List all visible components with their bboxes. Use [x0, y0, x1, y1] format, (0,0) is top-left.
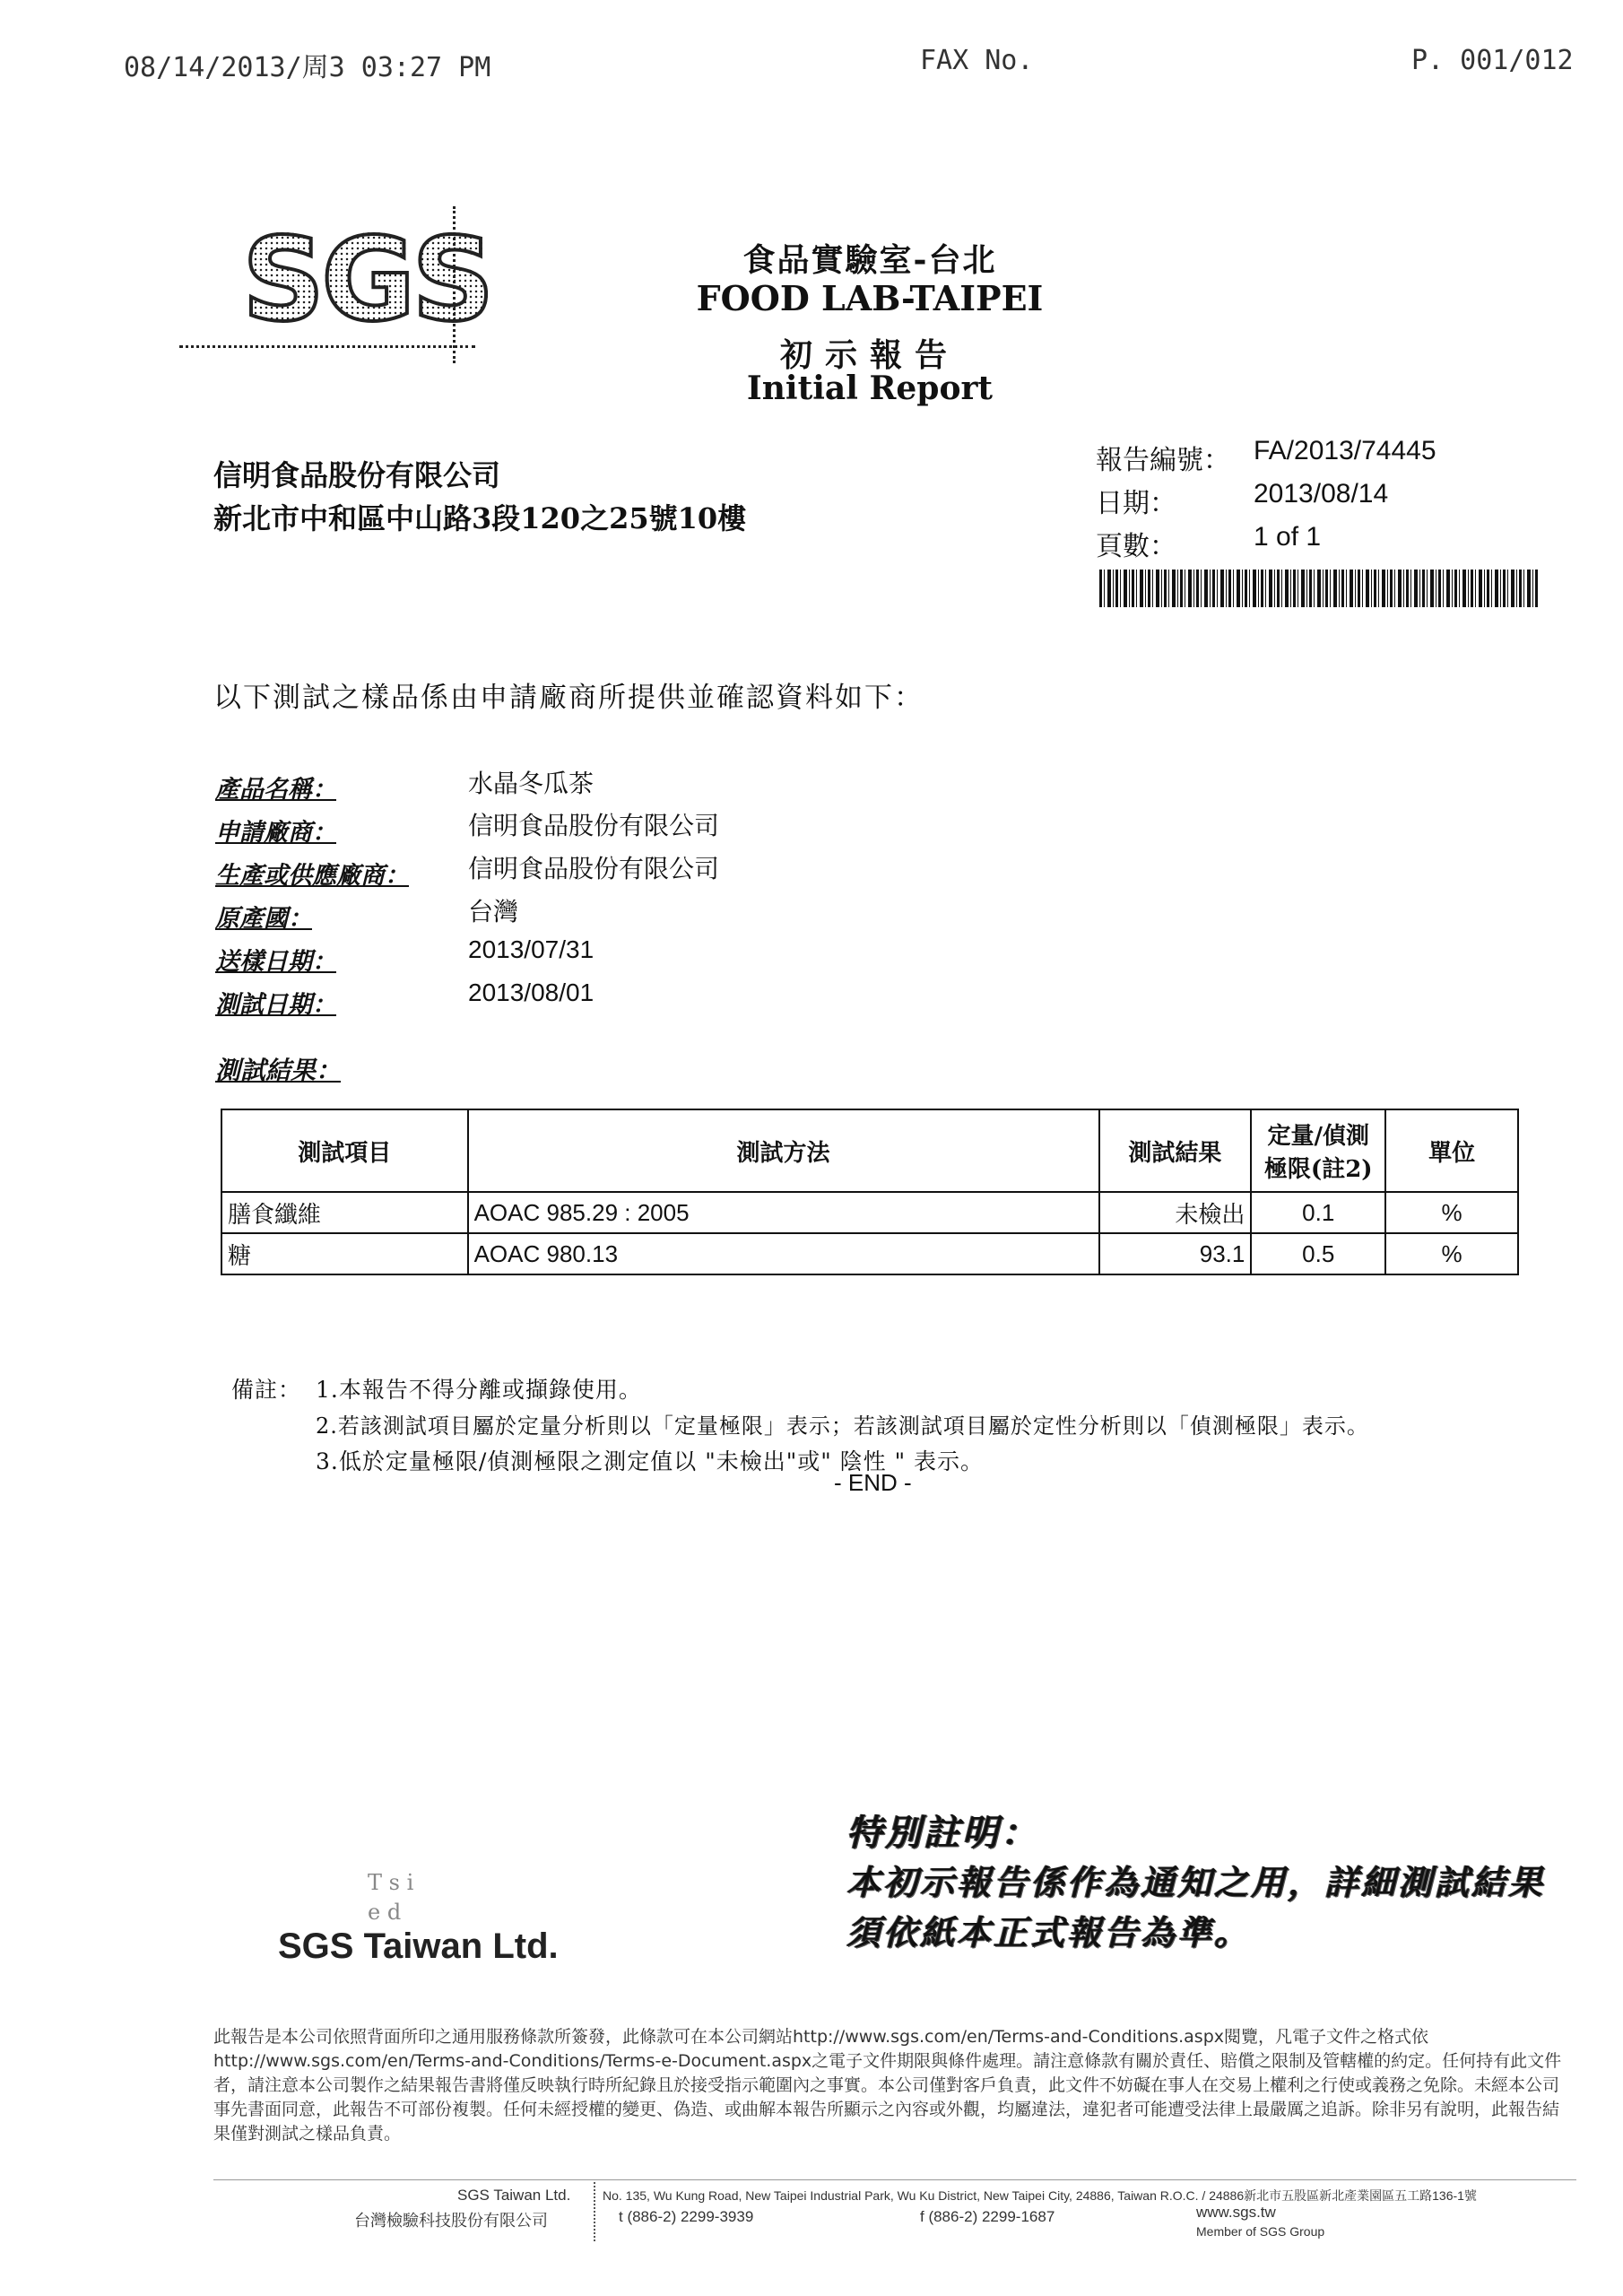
report-pages: 1 of 1	[1254, 522, 1322, 552]
special-statement-heading: 特別註明：	[846, 1812, 1039, 1854]
report-date-label: 日期：	[1096, 488, 1176, 519]
cell-limit: 0.5	[1251, 1233, 1385, 1274]
signatory-company: SGS Taiwan Ltd.	[278, 1926, 559, 1966]
header-limit: 定量/偵測極限(註2)	[1251, 1109, 1385, 1192]
field-label-origin: 原產國：	[215, 905, 312, 933]
footer-web: www.sgs.tw	[1196, 2204, 1276, 2221]
cell-result: 未檢出	[1099, 1192, 1252, 1233]
field-label-applicant: 申請廠商：	[215, 819, 336, 847]
results-table	[221, 1109, 1519, 1275]
note-item-2: 2.若該測試項目屬於定量分析則以「定量極限」表示；若該測試項目屬於定性分析則以「偵測極限」表示。	[316, 1413, 1369, 1439]
header-test-method: 測試方法	[468, 1109, 1099, 1192]
footer-member: Member of SGS Group	[1196, 2224, 1325, 2239]
cell-result: 93.1	[1099, 1233, 1252, 1274]
special-statement-line2: 須依紙本正式報告為準。	[846, 1912, 1252, 1952]
header-test-result: 測試結果	[1099, 1109, 1252, 1192]
report-barcode	[1099, 570, 1539, 607]
header-unit: 單位	[1385, 1109, 1518, 1192]
report-number-label: 報告編號：	[1096, 445, 1230, 476]
note-item-3: 3.低於定量極限/偵測極限之測定值以 "未檢出"或" 陰性 " 表示。	[316, 1448, 985, 1474]
table-row	[221, 1192, 1518, 1233]
special-statement-line1: 本初示報告係作為通知之用，詳細測試結果	[846, 1862, 1546, 1902]
field-value-origin: 台灣	[468, 898, 519, 926]
legal-disclaimer: 此報告是本公司依照背面所印之通用服務條款所簽發，此條款可在本公司網站http://www.sgs.com/en/Terms-and-Conditions.aspx閱覽，凡電子文件之格式依http://www.sgs.com/en/Terms-and-Conditions/Terms-e-Document.aspx之電子文件期限與條件處理。請注意條款有關於責任、賠償之限制及管轄權的約定。任何持有此文件者，請注意本公司製作之結果報告書將僅反映執行時所紀錄且於接受指示範圍內之事實。本公司僅對客戶負責，此文件不妨礙在事人在交易上權利之行使或義務之免除。未經本公司事先書面同意，此報告不可部份複製。任何未經授權的變更、偽造、或曲解本報告所顯示之內容或外觀，均屬違法，違犯者可能遭受法律上最嚴厲之追訴。除非另有說明，此報告結果僅對測試之樣品負責。	[213, 2027, 1562, 2144]
footer-tel: t (886-2) 2299-3939	[619, 2208, 754, 2225]
field-value-manufacturer: 信明食品股份有限公司	[468, 855, 720, 883]
note-item-1: 1.本報告不得分離或擷錄使用。	[316, 1377, 642, 1403]
logo-dotted-line	[179, 345, 475, 348]
footer-address: No. 135, Wu Kung Road, New Taipei Industrial Park, Wu Ku District, New Taipei City, 24886, Taiwan R.O.C. / 24886新北市五股區新北產業園區五工路136-1號	[603, 2188, 1477, 2203]
logo-dotted-vline	[453, 206, 456, 363]
results-heading: 測試結果：	[215, 1056, 342, 1085]
report-type-en: Initial Report	[746, 370, 994, 407]
cell-item: 糖	[221, 1233, 468, 1274]
cell-limit: 0.1	[1251, 1192, 1385, 1233]
cell-method: AOAC 980.13	[468, 1233, 1099, 1274]
report-number: FA/2013/74445	[1254, 436, 1436, 465]
fax-page-number: P. 001/012	[1411, 45, 1574, 76]
field-label-manufacturer: 生產或供應廠商：	[215, 862, 409, 890]
results-header-row	[221, 1109, 1518, 1192]
field-value-applicant: 信明食品股份有限公司	[468, 812, 720, 839]
signature-line-2: e d	[368, 1900, 402, 1925]
footer-fax: f (886-2) 2299-1687	[920, 2208, 1055, 2225]
field-value-test-date: 2013/08/01	[468, 978, 595, 1006]
table-row	[221, 1233, 1518, 1274]
lab-title-zh: 食品實驗室-台北	[742, 241, 997, 279]
intro-text: 以下測試之樣品係由申請廠商所提供並確認資料如下：	[213, 682, 924, 714]
sgs-logo-text: SGS	[242, 213, 491, 347]
field-value-sample-date: 2013/07/31	[468, 935, 595, 963]
notes-prefix: 備註：	[231, 1377, 302, 1403]
client-address: 新北市中和區中山路3段120之25號10樓	[213, 501, 747, 535]
fax-number-label: FAX No.	[920, 45, 1034, 76]
cell-unit: %	[1385, 1192, 1518, 1233]
field-label-sample-date: 送樣日期：	[215, 948, 336, 976]
header-test-item: 測試項目	[221, 1109, 468, 1192]
client-name: 信明食品股份有限公司	[213, 458, 501, 492]
footer-company-zh: 台灣檢驗科技股份有限公司	[354, 2212, 548, 2230]
report-type-zh: 初示報告	[779, 336, 959, 374]
footer-divider	[594, 2182, 595, 2241]
report-pages-label: 頁數：	[1096, 531, 1176, 562]
cell-unit: %	[1385, 1233, 1518, 1274]
fax-datetime: 08/14/2013/周3 03:27 PM	[124, 52, 491, 83]
cell-method: AOAC 985.29 : 2005	[468, 1192, 1099, 1233]
lab-title-en: FOOD LAB-TAIPEI	[696, 278, 1044, 318]
cell-item: 膳食纖維	[221, 1192, 468, 1233]
report-date: 2013/08/14	[1254, 479, 1389, 509]
footer-company-en: SGS Taiwan Ltd.	[457, 2187, 571, 2204]
end-mark: - END -	[834, 1469, 912, 1496]
field-label-product: 產品名稱：	[215, 776, 336, 804]
signature-line-1: T s i	[368, 1870, 414, 1895]
field-label-test-date: 測試日期：	[215, 991, 336, 1019]
field-value-product: 水晶冬瓜茶	[468, 770, 595, 797]
sgs-logo	[179, 206, 491, 359]
